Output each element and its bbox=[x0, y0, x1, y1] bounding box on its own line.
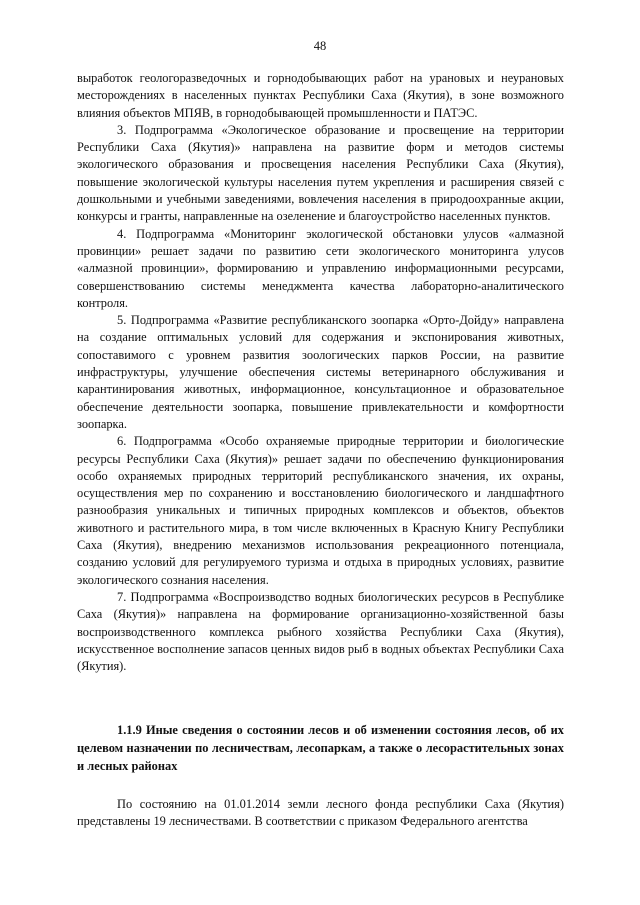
paragraph-continuation: выработок геологоразведочных и горнодобывающих работ на урановых и неурановых месторождениях в населенных пунктах Республики Саха (Якутия), в зоне возможного влияния объектов МПЯВ, в горнодобывающей промышленности и ПАТЭС. bbox=[77, 71, 564, 120]
section-body bbox=[77, 796, 564, 831]
page-number: 48 bbox=[313, 39, 327, 53]
paragraph-forest-fund: По состоянию на 01.01.2014 земли лесного фонда республики Саха (Якутия) представлены 19 лесничествами. В соответствии с приказом Федерального агентства bbox=[77, 797, 564, 829]
paragraph-subprogram-6: 6. Подпрограмма «Особо охраняемые природные территории и биологические ресурсы Республики Саха (Якутия)» решает задачи по обеспечению функционирования особо охраняемых природных территорий республиканского значения, их охраны, осуществления мер по сохранению и восстановлению биологического и ландшафтного разнообразия уникальных и типичных природных комплексов и объектов, объектов животного и растительного мира, в том числе включенных в Красную Книгу Республики Саха (Якутия), внедрению механизмов использования рекреационного потенциала, созданию условий для регулируемого туризма и отдыха в природных условиях, развитие экологического сознания населения. bbox=[77, 434, 564, 587]
paragraph-subprogram-7: 7. Подпрограмма «Воспроизводство водных биологических ресурсов в Республике Саха (Якутия)» направлена на формирование организационно-хозяйственной базы воспроизводственного комплекса рыбного хозяйства Республики Саха (Якутия), искусственное восполнение запасов ценных видов рыб в водных объектах Республики Саха (Якутия). bbox=[77, 589, 564, 674]
paragraph-subprogram-5: 5. Подпрограмма «Развитие республиканского зоопарка «Орто-Дойду» направлена на создание оптимальных условий для содержания и экспонирования животных, сопоставимого с уровнем развития зоологических парков России, на развитие инфраструктуры, улучшение обеспечения системы ветеринарного обслуживания и карантинирования животных, информационное, консультационное и образовательное обеспечение деятельности зоопарка, повышение привлекательности и комфортности зоопарка. bbox=[77, 313, 564, 431]
paragraph-subprogram-3: 3. Подпрограмма «Экологическое образование и просвещение на территории Республики Саха (Якутия)» направлена на развитие форм и методов системы экологического образования и просвещения населения Республики Саха (Якутия), повышение экологической культуры населения путем укрепления и расширения связей с дошкольными и учебными заведениями, вовлечения населения в природоохранные акции, конкурсы и гранты, направленные на озеленение и благоустройство населенных пунктов. bbox=[77, 122, 564, 224]
section-heading: 1.1.9 Иные сведения о состоянии лесов и об изменении состояния лесов, об их целевом назначении по лесничествам, лесопаркам, а также о лесорастительных зонах и лесных районах bbox=[77, 723, 564, 773]
paragraph-subprogram-4: 4. Подпрограмма «Мониторинг экологической обстановки улусов «алмазной провинции» решает задачи по развитию сети экологического мониторинга улусов «алмазной провинции», формированию и управлению информационными ресурсами, совершенствованию системы менеджмента качества лабораторно-аналитического контроля. bbox=[77, 226, 564, 310]
body-text bbox=[77, 70, 564, 675]
